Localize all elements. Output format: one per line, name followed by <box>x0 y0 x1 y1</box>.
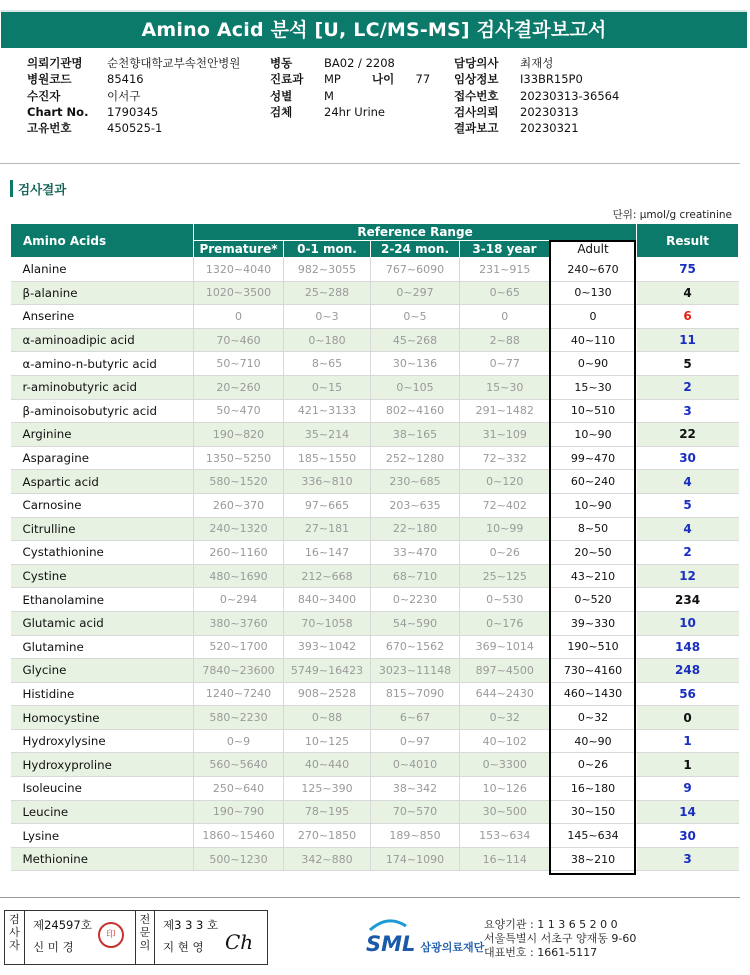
amino-acid-name: Leucine <box>11 800 194 824</box>
info-label: 진료과 <box>270 72 304 87</box>
reference-range: 0~176 <box>460 611 550 635</box>
logo-text: SML <box>366 932 416 956</box>
reference-range: 291~1482 <box>460 399 550 423</box>
reference-range: 30~136 <box>371 352 460 376</box>
adult-range: 145~634 <box>550 824 637 848</box>
info-label: 수진자 <box>27 88 61 103</box>
info-row <box>270 104 395 120</box>
adult-range: 10~510 <box>550 399 637 423</box>
reference-range: 6~67 <box>371 706 460 730</box>
header-result: Result <box>637 224 739 258</box>
reference-range: 908~2528 <box>284 682 371 706</box>
unit-label: 단위: μmol/g creatinine <box>612 209 732 221</box>
info-row <box>454 55 619 71</box>
reference-range: 380~3760 <box>194 611 284 635</box>
logo-subtext: 삼광의료재단 <box>420 941 485 954</box>
amino-acid-name: Cystathionine <box>11 541 194 565</box>
reference-range: 0~65 <box>460 281 550 305</box>
adult-range: 0 <box>550 305 637 329</box>
reference-range: 520~1700 <box>194 635 284 659</box>
amino-acid-name: β-aminoisobutyric acid <box>11 399 194 423</box>
reference-range: 480~1690 <box>194 564 284 588</box>
reference-range: 252~1280 <box>371 446 460 470</box>
table-row <box>11 517 739 541</box>
adult-range: 460~1430 <box>550 682 637 706</box>
info-value: 85416 <box>107 72 144 87</box>
amino-acid-name: Lysine <box>11 824 194 848</box>
adult-range: 40~110 <box>550 328 637 352</box>
subheader-1: 0-1 mon. <box>284 241 371 258</box>
table-row <box>11 375 739 399</box>
reference-range: 230~685 <box>371 470 460 494</box>
result-value: 14 <box>637 800 739 824</box>
subheader-2: 2-24 mon. <box>371 241 460 258</box>
reference-range: 30~500 <box>460 800 550 824</box>
table-row <box>11 682 739 706</box>
patient-info-col2 <box>270 55 395 120</box>
amino-acid-name: Hydroxyproline <box>11 753 194 777</box>
reference-range: 1320~4040 <box>194 258 284 282</box>
reference-range: 70~570 <box>371 800 460 824</box>
reference-range: 33~470 <box>371 541 460 565</box>
reference-range: 35~214 <box>284 423 371 447</box>
info-row <box>454 71 619 87</box>
amino-acid-name: Glycine <box>11 659 194 683</box>
reference-range: 421~3133 <box>284 399 371 423</box>
adult-range: 730~4160 <box>550 659 637 683</box>
adult-range: 38~210 <box>550 847 637 871</box>
info-value: I33BR15P0 <box>520 72 583 87</box>
table-row <box>11 729 739 753</box>
result-value: 12 <box>637 564 739 588</box>
reference-range: 0~77 <box>460 352 550 376</box>
age-label: 나이 <box>372 72 395 87</box>
amino-acid-name: Carnosine <box>11 493 194 517</box>
table-row <box>11 470 739 494</box>
table-row <box>11 305 739 329</box>
info-value: 450525-1 <box>107 121 163 136</box>
info-label: 담당의사 <box>454 56 499 70</box>
amino-acid-name: Citrulline <box>11 517 194 541</box>
table-row <box>11 777 739 801</box>
reference-range: 16~114 <box>460 847 550 871</box>
info-value: 최재성 <box>520 56 554 70</box>
reference-range: 38~165 <box>371 423 460 447</box>
info-value: 20230313 <box>520 104 579 119</box>
reference-range: 580~2230 <box>194 706 284 730</box>
adult-range: 30~150 <box>550 800 637 824</box>
reference-range: 0~15 <box>284 375 371 399</box>
info-value: M <box>324 88 334 103</box>
table-row <box>11 423 739 447</box>
reference-range: 369~1014 <box>460 635 550 659</box>
reference-range: 153~634 <box>460 824 550 848</box>
reference-range: 7840~23600 <box>194 659 284 683</box>
reference-range: 78~195 <box>284 800 371 824</box>
info-value: MP <box>324 72 341 87</box>
result-value: 148 <box>637 635 739 659</box>
info-value: 20230313-36564 <box>520 88 620 103</box>
result-value: 2 <box>637 375 739 399</box>
amino-acid-name: Anserine <box>11 305 194 329</box>
result-value: 75 <box>637 258 739 282</box>
adult-range: 0~130 <box>550 281 637 305</box>
amino-acid-name: Glutamic acid <box>11 611 194 635</box>
table-row <box>11 588 739 612</box>
info-divider <box>0 163 740 164</box>
reference-range: 670~1562 <box>371 635 460 659</box>
reference-range: 0~32 <box>460 706 550 730</box>
reference-range: 3023~11148 <box>371 659 460 683</box>
reference-range: 342~880 <box>284 847 371 871</box>
reference-range: 15~30 <box>460 375 550 399</box>
tester-license: 제24597호 <box>33 918 92 932</box>
adult-range: 60~240 <box>550 470 637 494</box>
reference-range: 1240~7240 <box>194 682 284 706</box>
result-value: 0 <box>637 706 739 730</box>
amino-acid-name: β-alanine <box>11 281 194 305</box>
info-value: 1790345 <box>107 104 159 119</box>
info-label: 성별 <box>270 88 293 103</box>
table-row <box>11 493 739 517</box>
result-value: 4 <box>637 517 739 541</box>
amino-acid-name: Hydroxylysine <box>11 729 194 753</box>
reference-range: 38~342 <box>371 777 460 801</box>
amino-acid-name: Homocystine <box>11 706 194 730</box>
table-row <box>11 635 739 659</box>
result-value: 3 <box>637 847 739 871</box>
reference-range: 190~790 <box>194 800 284 824</box>
info-value: 순천향대학교부속천안병원 <box>107 56 241 70</box>
reference-range: 16~147 <box>284 541 371 565</box>
left-label: 검 사 자 <box>9 913 20 952</box>
table-row <box>11 847 739 871</box>
table-row <box>11 399 739 423</box>
org-code: 요양기관 : 1 1 3 6 5 2 0 0 <box>484 918 618 931</box>
reference-range: 25~288 <box>284 281 371 305</box>
adult-range: 20~50 <box>550 541 637 565</box>
right-label: 전 문 의 <box>139 913 151 952</box>
adult-range: 190~510 <box>550 635 637 659</box>
reference-range: 0~3300 <box>460 753 550 777</box>
result-value: 22 <box>637 423 739 447</box>
info-value: 이서구 <box>107 88 141 103</box>
info-label: 의뢰기관명 <box>27 56 83 70</box>
result-value: 30 <box>637 446 739 470</box>
result-value: 248 <box>637 659 739 683</box>
reference-range: 260~1160 <box>194 541 284 565</box>
reference-range: 20~260 <box>194 375 284 399</box>
info-row <box>27 88 240 104</box>
result-value: 5 <box>637 493 739 517</box>
reference-range: 68~710 <box>371 564 460 588</box>
reference-range: 40~440 <box>284 753 371 777</box>
result-value: 234 <box>637 588 739 612</box>
reference-range: 0~2230 <box>371 588 460 612</box>
age-value: 77 <box>415 72 431 87</box>
reference-range: 25~125 <box>460 564 550 588</box>
table-row <box>11 281 739 305</box>
amino-acid-name: Ethanolamine <box>11 588 194 612</box>
adult-range: 0~90 <box>550 352 637 376</box>
adult-range: 240~670 <box>550 258 637 282</box>
result-value: 5 <box>637 352 739 376</box>
result-value: 56 <box>637 682 739 706</box>
amino-acid-name: Glutamine <box>11 635 194 659</box>
reference-range: 0~105 <box>371 375 460 399</box>
reference-range: 54~590 <box>371 611 460 635</box>
age-field <box>372 71 430 87</box>
reference-range: 840~3400 <box>284 588 371 612</box>
info-row <box>27 120 240 136</box>
table-row <box>11 824 739 848</box>
reference-range: 580~1520 <box>194 470 284 494</box>
report-title: Amino Acid 분석 [U, LC/MS-MS] 검사결과보고서 <box>1 10 747 48</box>
org-address: 서울특별시 서초구 양재동 9-60 <box>484 932 637 945</box>
amino-acid-name: Alanine <box>11 258 194 282</box>
reference-range: 0~3 <box>284 305 371 329</box>
info-label: 임상정보 <box>454 72 499 87</box>
reference-range: 393~1042 <box>284 635 371 659</box>
info-row <box>27 55 240 71</box>
logo-swoosh-icon <box>368 918 408 932</box>
reference-range: 50~710 <box>194 352 284 376</box>
specialist-label <box>135 911 155 964</box>
adult-range: 15~30 <box>550 375 637 399</box>
table-row <box>11 706 739 730</box>
signature-box <box>4 910 268 965</box>
table-row <box>11 541 739 565</box>
table-row <box>11 352 739 376</box>
reference-range: 0~26 <box>460 541 550 565</box>
reference-range: 260~370 <box>194 493 284 517</box>
reference-range: 125~390 <box>284 777 371 801</box>
reference-range: 270~1850 <box>284 824 371 848</box>
tester-seal: 印 <box>98 922 124 948</box>
info-row <box>270 55 395 71</box>
amino-acid-name: Asparagine <box>11 446 194 470</box>
reference-range: 1020~3500 <box>194 281 284 305</box>
adult-range: 40~90 <box>550 729 637 753</box>
reference-range: 815~7090 <box>371 682 460 706</box>
reference-range: 50~470 <box>194 399 284 423</box>
reference-range: 897~4500 <box>460 659 550 683</box>
adult-range: 43~210 <box>550 564 637 588</box>
result-value: 9 <box>637 777 739 801</box>
sml-logo <box>366 918 484 956</box>
reference-range: 231~915 <box>460 258 550 282</box>
adult-range: 0~520 <box>550 588 637 612</box>
amino-acid-name: α-amino-n-butyric acid <box>11 352 194 376</box>
reference-range: 0~5 <box>371 305 460 329</box>
table-row <box>11 258 739 282</box>
info-label: Chart No. <box>27 104 89 119</box>
reference-range: 560~5640 <box>194 753 284 777</box>
specialist-license: 제3 3 3 호 <box>163 918 219 932</box>
reference-range: 240~1320 <box>194 517 284 541</box>
info-row <box>270 88 395 104</box>
result-value: 1 <box>637 729 739 753</box>
reference-range: 982~3055 <box>284 258 371 282</box>
adult-range: 39~330 <box>550 611 637 635</box>
info-label: 고유번호 <box>27 121 72 136</box>
org-info <box>484 918 636 960</box>
section-marker <box>10 180 13 197</box>
info-value: 20230321 <box>520 121 579 136</box>
table-row <box>11 753 739 777</box>
result-value: 2 <box>637 541 739 565</box>
adult-range: 0~32 <box>550 706 637 730</box>
result-value: 3 <box>637 399 739 423</box>
info-label: 접수번호 <box>454 88 499 103</box>
amino-acid-name: r-aminobutyric acid <box>11 375 194 399</box>
adult-range: 8~50 <box>550 517 637 541</box>
table-row <box>11 659 739 683</box>
reference-range: 0 <box>194 305 284 329</box>
subheader-0: Premature* <box>194 241 284 258</box>
reference-range: 1860~15460 <box>194 824 284 848</box>
reference-range: 70~1058 <box>284 611 371 635</box>
result-value: 6 <box>637 305 739 329</box>
info-label: 결과보고 <box>454 121 499 136</box>
reference-range: 45~268 <box>371 328 460 352</box>
table-row <box>11 446 739 470</box>
reference-range: 0~88 <box>284 706 371 730</box>
reference-range: 22~180 <box>371 517 460 541</box>
info-row <box>454 88 619 104</box>
table-row <box>11 564 739 588</box>
reference-range: 5749~16423 <box>284 659 371 683</box>
reference-range: 0~297 <box>371 281 460 305</box>
info-row <box>454 120 619 136</box>
amino-acid-name: Cystine <box>11 564 194 588</box>
results-table <box>10 223 739 871</box>
reference-range: 212~668 <box>284 564 371 588</box>
specialist-signature: Ch <box>225 930 254 954</box>
reference-range: 40~102 <box>460 729 550 753</box>
reference-range: 0~120 <box>460 470 550 494</box>
adult-range: 10~90 <box>550 423 637 447</box>
reference-range: 10~125 <box>284 729 371 753</box>
patient-info-col3 <box>454 55 619 136</box>
info-label: 병원코드 <box>27 72 72 87</box>
reference-range: 31~109 <box>460 423 550 447</box>
table-row <box>11 800 739 824</box>
header-reference-range: Reference Range <box>194 224 637 241</box>
amino-acid-name: α-aminoadipic acid <box>11 328 194 352</box>
reference-range: 70~460 <box>194 328 284 352</box>
reference-range: 0~530 <box>460 588 550 612</box>
table-row <box>11 328 739 352</box>
info-value: 24hr Urine <box>324 104 386 119</box>
subheader-3: 3-18 year <box>460 241 550 258</box>
info-label: 검체 <box>270 104 293 119</box>
info-value: BA02 / 2208 <box>324 56 395 70</box>
tester-name: 신 미 경 <box>33 940 74 954</box>
amino-acid-name: Isoleucine <box>11 777 194 801</box>
info-row <box>27 71 240 87</box>
result-value: 30 <box>637 824 739 848</box>
reference-range: 644~2430 <box>460 682 550 706</box>
reference-range: 1350~5250 <box>194 446 284 470</box>
adult-range: 0~26 <box>550 753 637 777</box>
reference-range: 72~332 <box>460 446 550 470</box>
footer-divider <box>0 897 740 898</box>
reference-range: 0~4010 <box>371 753 460 777</box>
reference-range: 8~65 <box>284 352 371 376</box>
amino-acid-name: Aspartic acid <box>11 470 194 494</box>
reference-range: 0~9 <box>194 729 284 753</box>
reference-range: 250~640 <box>194 777 284 801</box>
reference-range: 336~810 <box>284 470 371 494</box>
result-value: 11 <box>637 328 739 352</box>
subheader-4: Adult <box>550 241 637 258</box>
info-row <box>454 104 619 120</box>
result-value: 4 <box>637 281 739 305</box>
reference-range: 97~665 <box>284 493 371 517</box>
reference-range: 27~181 <box>284 517 371 541</box>
reference-range: 174~1090 <box>371 847 460 871</box>
reference-range: 190~820 <box>194 423 284 447</box>
header-amino-acids: Amino Acids <box>11 224 194 258</box>
result-value: 4 <box>637 470 739 494</box>
adult-range: 99~470 <box>550 446 637 470</box>
tester-label <box>5 911 25 964</box>
reference-range: 767~6090 <box>371 258 460 282</box>
reference-range: 203~635 <box>371 493 460 517</box>
reference-range: 0 <box>460 305 550 329</box>
adult-range: 10~90 <box>550 493 637 517</box>
reference-range: 500~1230 <box>194 847 284 871</box>
org-phone: 대표번호 : 1661-5117 <box>484 946 598 959</box>
reference-range: 10~99 <box>460 517 550 541</box>
reference-range: 802~4160 <box>371 399 460 423</box>
info-label: 검사의뢰 <box>454 104 499 119</box>
reference-range: 10~126 <box>460 777 550 801</box>
table-row <box>11 611 739 635</box>
adult-range: 16~180 <box>550 777 637 801</box>
reference-range: 189~850 <box>371 824 460 848</box>
reference-range: 185~1550 <box>284 446 371 470</box>
reference-range: 0~97 <box>371 729 460 753</box>
reference-range: 0~294 <box>194 588 284 612</box>
specialist-name: 지 현 영 <box>163 940 204 954</box>
amino-acid-name: Methionine <box>11 847 194 871</box>
section-title: 검사결과 <box>18 182 67 197</box>
info-label: 병동 <box>270 56 293 70</box>
reference-range: 2~88 <box>460 328 550 352</box>
info-row <box>27 104 240 120</box>
amino-acid-name: Arginine <box>11 423 194 447</box>
result-value: 10 <box>637 611 739 635</box>
amino-acid-name: Histidine <box>11 682 194 706</box>
patient-info-col1 <box>27 55 240 136</box>
reference-range: 0~180 <box>284 328 371 352</box>
reference-range: 72~402 <box>460 493 550 517</box>
result-value: 1 <box>637 753 739 777</box>
